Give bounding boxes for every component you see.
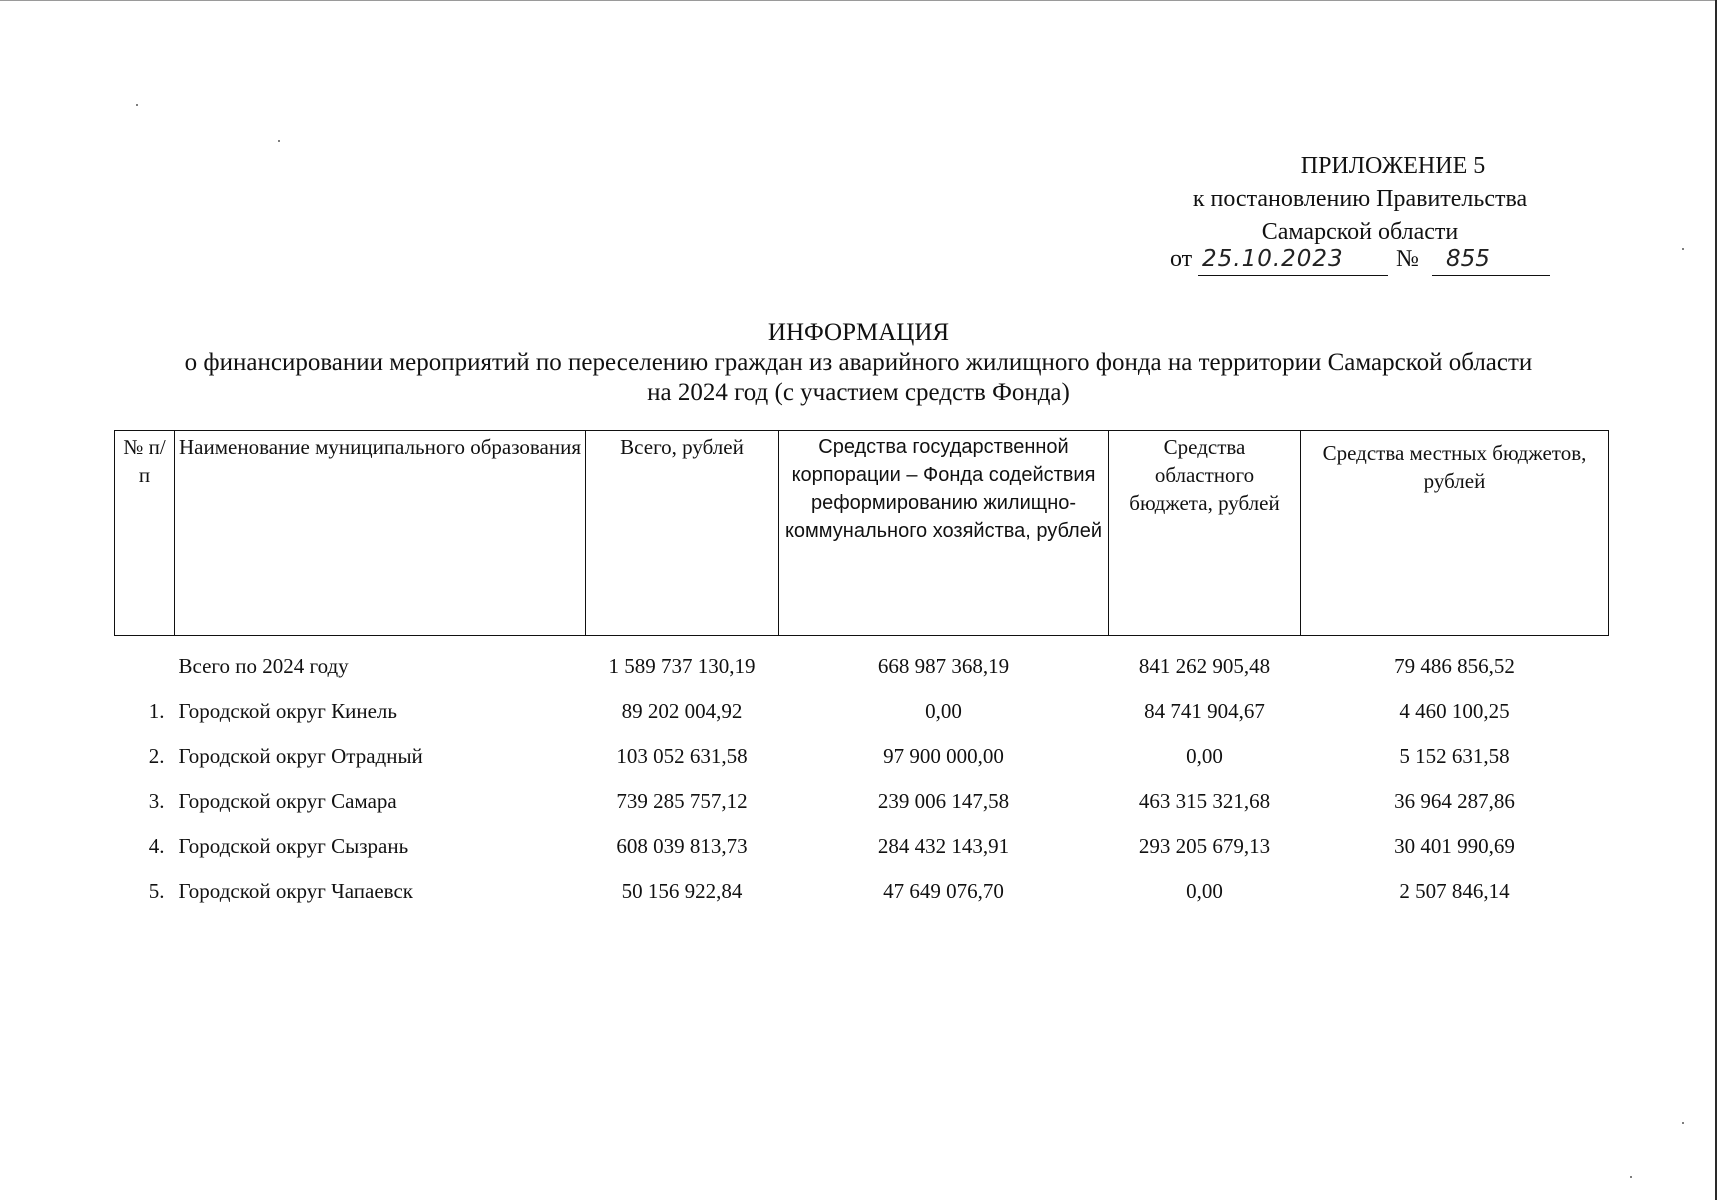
- handwritten-number: 855: [1432, 246, 1550, 276]
- number-sign: №: [1396, 246, 1419, 272]
- cell-name: Городской округ Отрадный: [178, 744, 423, 768]
- table-row-total: [115, 636, 1609, 690]
- cell-fund: 97 900 000,00: [883, 744, 1004, 768]
- table-row: [115, 689, 1609, 734]
- table-row: [115, 734, 1609, 779]
- appendix-region: Самарской области: [1261, 219, 1459, 245]
- cell-regional: 463 315 321,68: [1138, 789, 1271, 813]
- cell-regional: 0,00: [1186, 879, 1223, 903]
- cell-name: Городской округ Самара: [178, 789, 397, 813]
- cell-fund: 284 432 143,91: [877, 834, 1010, 858]
- cell-local: 2 507 846,14: [1399, 879, 1510, 903]
- document-subtitle-line1: о финансировании мероприятий по переселению граждан из аварийного жилищного фонда на территории Самарской области: [184, 349, 1533, 376]
- cell-regional: 84 741 904,67: [1144, 699, 1265, 723]
- cell-total: 89 202 004,92: [621, 699, 743, 723]
- date-prefix: от: [1170, 246, 1193, 272]
- header-municipality: Наименование муниципального образования: [175, 431, 586, 636]
- financing-table: [114, 430, 1609, 914]
- cell-total: 50 156 922,84: [621, 879, 743, 903]
- scan-speck: [136, 104, 138, 106]
- document-title: ИНФОРМАЦИЯ: [767, 319, 950, 346]
- cell-total: 1 589 737 130,19: [608, 654, 756, 678]
- table-header-row: [115, 431, 1609, 636]
- resolution-date-number: [1170, 246, 1550, 280]
- cell-local: 36 964 287,86: [1394, 789, 1515, 813]
- cell-fund: 0,00: [925, 699, 962, 723]
- cell-total: 739 285 757,12: [616, 789, 748, 813]
- cell-num: 3.: [148, 789, 165, 813]
- cell-total: 103 052 631,58: [616, 744, 748, 768]
- document-subtitle-line2: на 2024 год (с участием средств Фонда): [647, 379, 1070, 406]
- document-title-block: [0, 318, 1717, 408]
- table-row: [115, 779, 1609, 824]
- scan-speck: [1682, 1122, 1684, 1124]
- cell-regional: 841 262 905,48: [1138, 654, 1271, 678]
- scan-speck: [1630, 1176, 1632, 1178]
- cell-name: Городской округ Чапаевск: [178, 879, 413, 903]
- cell-num: 1.: [148, 699, 165, 723]
- cell-local: 79 486 856,52: [1394, 654, 1515, 678]
- cell-regional: 293 205 679,13: [1138, 834, 1271, 858]
- cell-local: 4 460 100,25: [1399, 699, 1510, 723]
- header-fund: Средства государственной корпорации – Фонда содействия реформированию жилищно-коммунального хозяйства, рублей: [779, 431, 1109, 636]
- cell-local: 30 401 990,69: [1394, 834, 1515, 858]
- appendix-resolution-ref: к постановлению Правительства: [1192, 186, 1528, 212]
- scan-top-edge: [0, 0, 1717, 1]
- scan-speck: [1682, 248, 1684, 250]
- appendix-block: [1150, 150, 1570, 249]
- cell-fund: 47 649 076,70: [883, 879, 1004, 903]
- table-row: [115, 824, 1609, 869]
- header-total: Всего, рублей: [586, 431, 779, 636]
- cell-total: 608 039 813,73: [616, 834, 748, 858]
- cell-num: 2.: [148, 744, 165, 768]
- cell-fund: 668 987 368,19: [877, 654, 1010, 678]
- cell-regional: 0,00: [1186, 744, 1223, 768]
- cell-num: [115, 636, 175, 690]
- header-regional: Средства областного бюджета, рублей: [1109, 431, 1301, 636]
- cell-local: 5 152 631,58: [1399, 744, 1510, 768]
- cell-num: 4.: [148, 834, 165, 858]
- appendix-title: ПРИЛОЖЕНИЕ 5: [1300, 153, 1486, 179]
- cell-name: Городской округ Кинель: [178, 699, 397, 723]
- handwritten-date: 25.10.2023: [1198, 246, 1388, 276]
- table-row: [115, 869, 1609, 914]
- cell-name: Всего по 2024 году: [178, 654, 349, 678]
- cell-fund: 239 006 147,58: [877, 789, 1010, 813]
- header-num: № п/п: [115, 431, 175, 636]
- cell-num: 5.: [148, 879, 165, 903]
- cell-name: Городской округ Сызрань: [178, 834, 409, 858]
- scan-speck: [278, 140, 280, 142]
- header-local: Средства местных бюджетов, рублей: [1301, 431, 1609, 636]
